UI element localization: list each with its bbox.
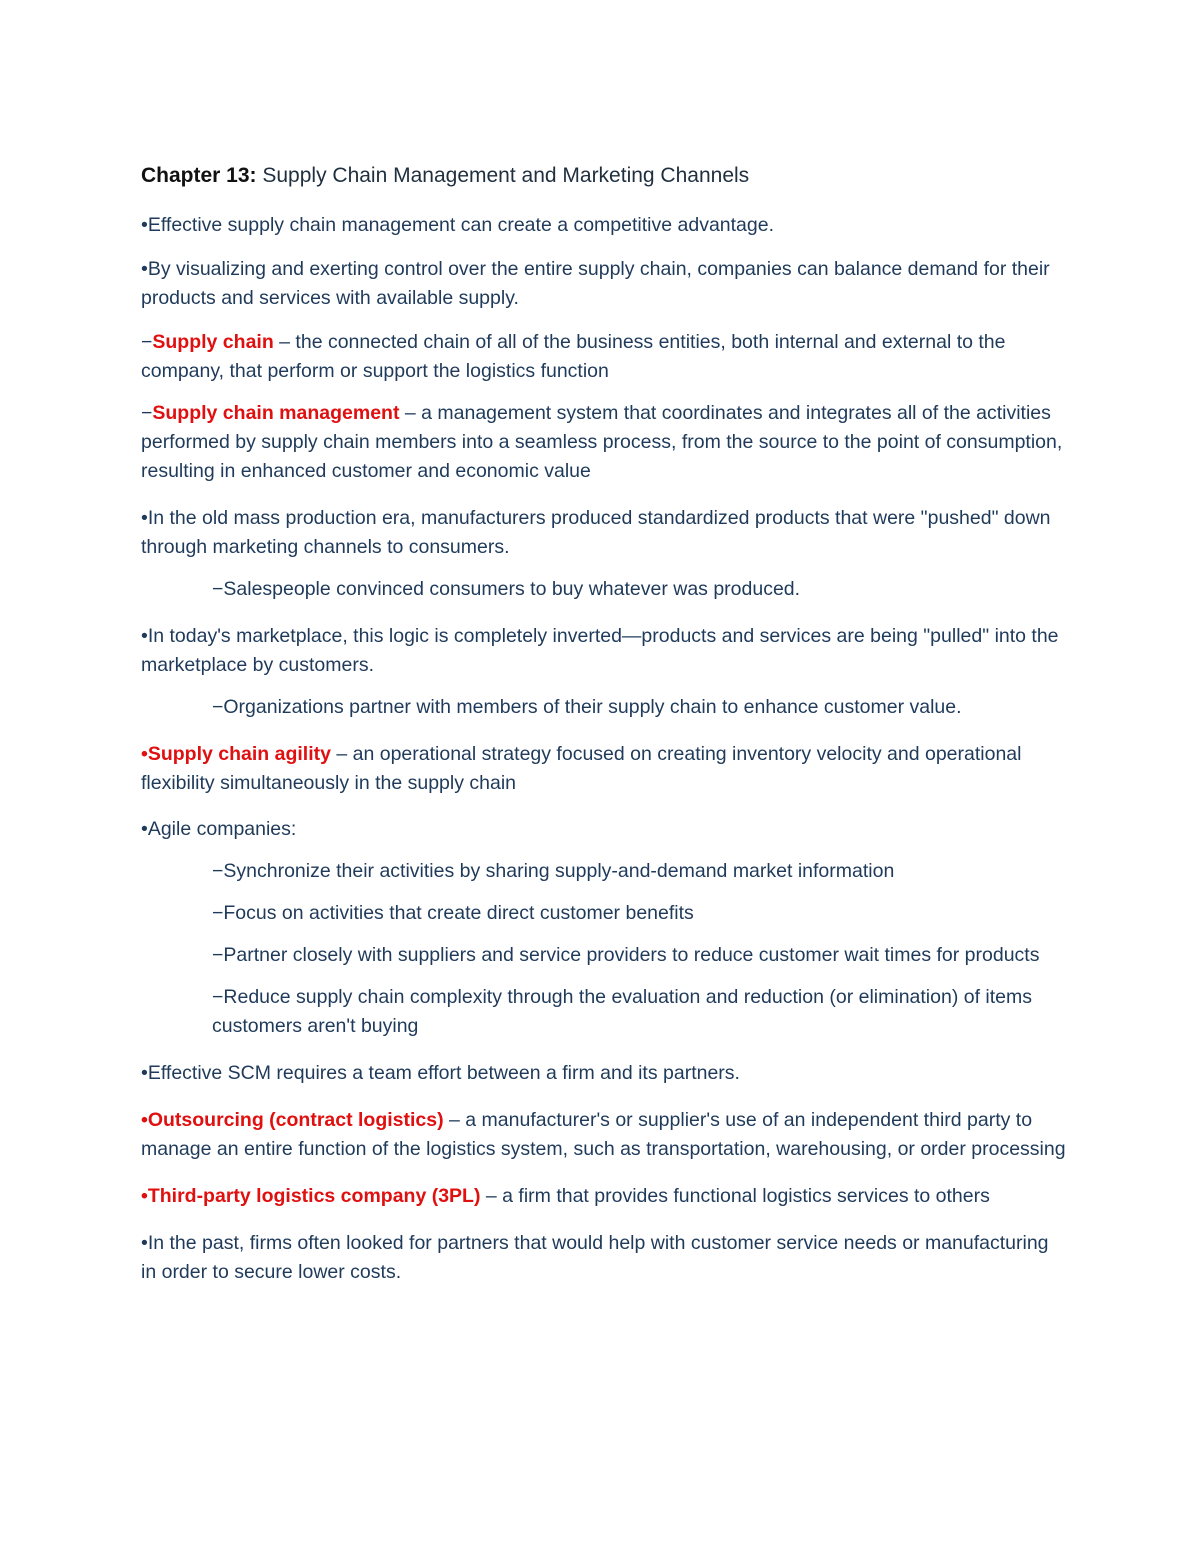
sub-point: −Salespeople convinced consumers to buy whatever was produced. [212,578,801,600]
document-body [141,160,1066,1302]
definition-3pl [141,1182,1066,1211]
term: Supply chain [152,331,274,353]
definition-supply-chain-management [141,399,1066,486]
term: •Outsourcing (contract logistics) [141,1109,444,1131]
dash-prefix: − [141,402,153,424]
sub-point: −Organizations partner with members of their supply chain to enhance customer value. [212,696,962,718]
term: Supply chain management [152,402,400,424]
sub-point: −Partner closely with suppliers and service providers to reduce customer wait times for products [212,944,1040,966]
paragraph: •By visualizing and exerting control over the entire supply chain, companies can balance demand for their products and services with available supply. [141,258,1050,309]
paragraph: •In the old mass production era, manufacturers produced standardized products that were "pushed" down through marketing channels to consumers. [141,507,1051,558]
definition-supply-chain [141,328,1066,386]
chapter-label: Chapter 13: [141,164,257,187]
definition-text: – the connected chain of all of the business entities, both internal and external to the company, that perform or support the logistics function [141,331,1006,382]
term: •Third-party logistics company (3PL) [141,1185,481,1207]
paragraph: •Effective supply chain management can create a competitive advantage. [141,214,775,236]
definition-text: – a manufacturer's or supplier's use of an independent third party to manage an entire function of the logistics system, such as transportation, warehousing, or order processing [141,1109,1066,1160]
term: •Supply chain agility [141,743,331,765]
paragraph: •Effective SCM requires a team effort between a firm and its partners. [141,1062,740,1084]
sub-point: −Synchronize their activities by sharing supply-and-demand market information [212,860,895,882]
definition-supply-chain-agility [141,740,1066,798]
paragraph: •In today's marketplace, this logic is completely inverted—products and services are being "pulled" into the marketplace by customers. [141,625,1059,676]
definition-text: – a management system that coordinates and integrates all of the activities performed by supply chain members into a seamless process, from the source to the point of consumption, resulting in enhanced customer and economic value [141,402,1063,482]
definition-text: – an operational strategy focused on creating inventory velocity and operational flexibility simultaneously in the supply chain [141,743,1022,794]
dash-prefix: − [141,331,153,353]
sub-point: −Reduce supply chain complexity through the evaluation and reduction (or elimination) of items customers aren't buying [212,986,1032,1037]
paragraph: •Agile companies: [141,818,297,840]
chapter-subject: Supply Chain Management and Marketing Channels [256,164,750,187]
definition-outsourcing [141,1106,1066,1164]
definition-text: – a firm that provides functional logistics services to others [480,1185,990,1207]
paragraph: •In the past, firms often looked for partners that would help with customer service needs or manufacturing in order to secure lower costs. [141,1232,1049,1283]
sub-point: −Focus on activities that create direct customer benefits [212,902,694,924]
page-title [141,160,1066,192]
